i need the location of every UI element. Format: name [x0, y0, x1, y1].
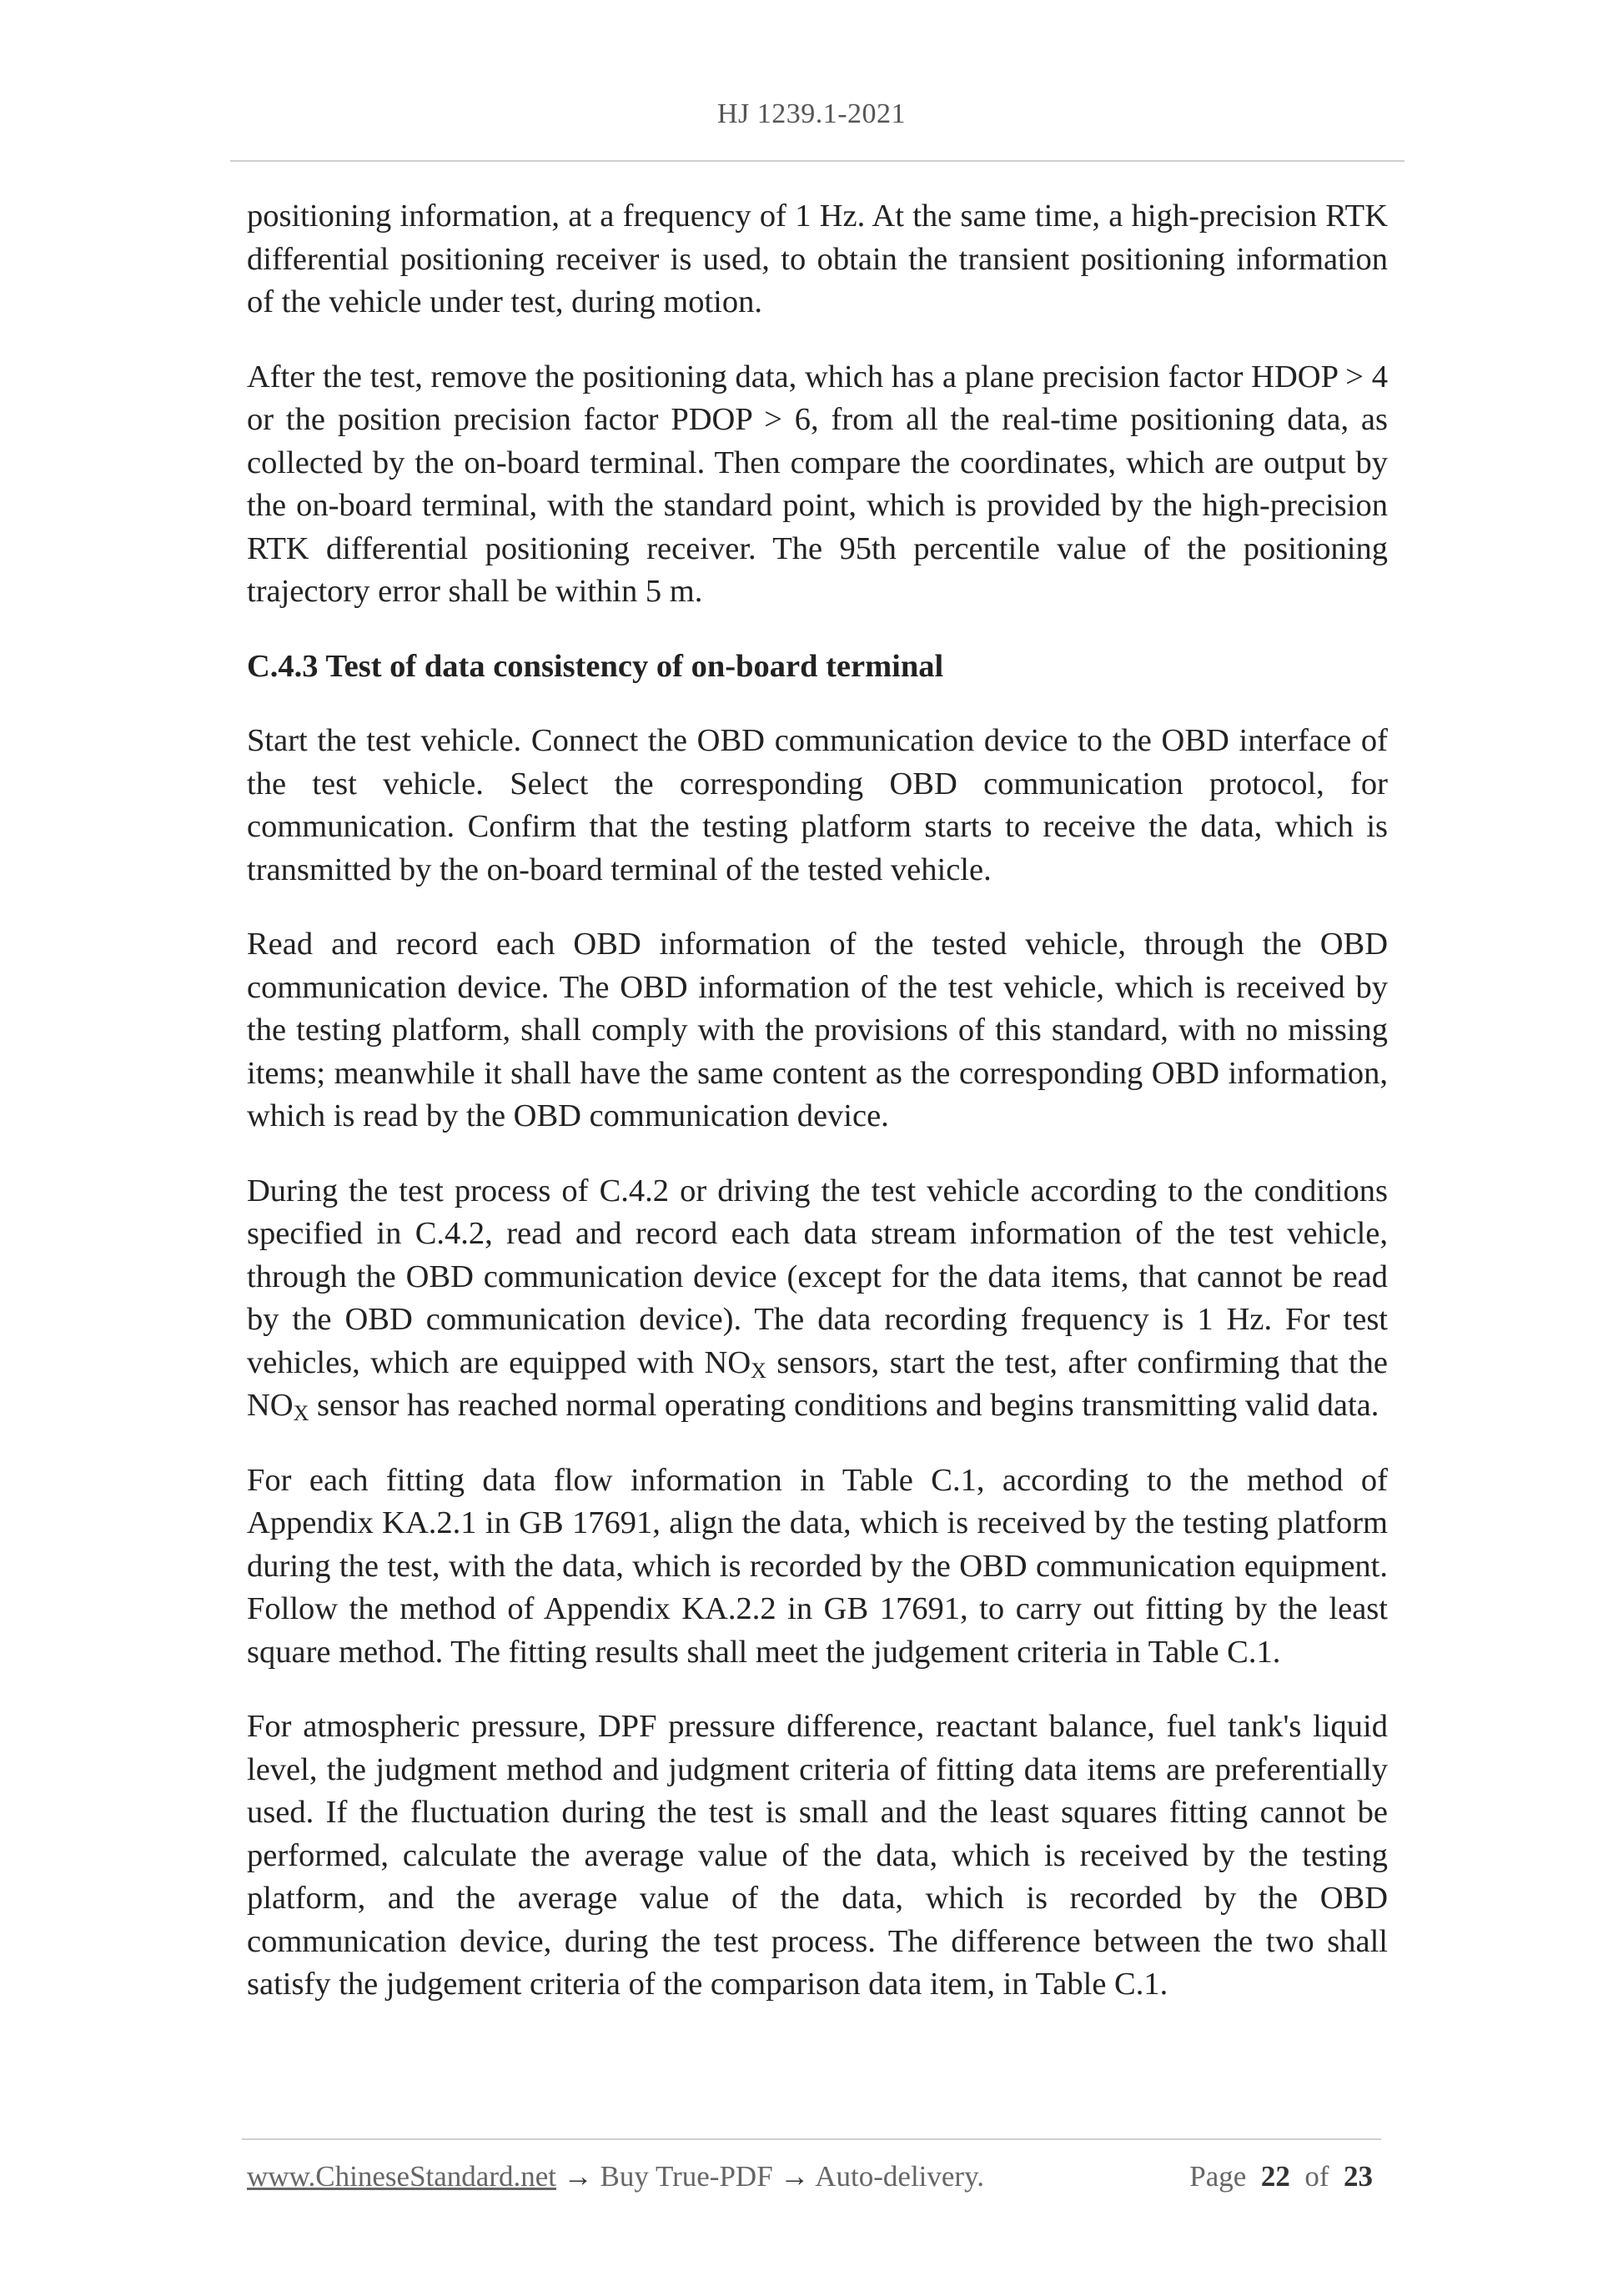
paragraph-comparison-data: For atmospheric pressure, DPF pressure difference, reactant balance, fuel tank's liquid level, the judgment method and judgment criteria of fitting data items are preferentially used. If the fluctuation during the test is small and the least squares fitting cannot be performed, calculate the average value of the data, which is received by the testing platform, and the average value of the data, which is recorded by the OBD communication device, during the test process. The difference between the two shall satisfy the judgement criteria of the comparison data item, in Table C.1. — [247, 1709, 1388, 2002]
nox-subscript: X — [751, 1358, 766, 1383]
paragraph-data-stream-part-c: sensor has reached normal operating conditions and begins transmitting valid data. — [309, 1388, 1379, 1423]
arrow-right-icon: → — [780, 2160, 810, 2193]
paragraph-data-stream-part-a: During the test process of C.4.2 or driving the test vehicle according to the conditions specified in C.4.2, read and record each data stream information of the test vehicle, through the OBD communication device (except for the data items, that cannot be read by the OBD communication device). The data recording frequency is 1 Hz. For test vehicles, which are equipped with NO — [247, 1173, 1388, 1380]
page-content — [247, 195, 1388, 2038]
paragraph-positioning-error: After the test, remove the positioning data, which has a plane precision factor HDOP > 4 or the position precision factor PDOP > 6, from all the real-time positioning data, as collected by the on-board terminal. Then compare the coordinates, which are output by the on-board terminal, with the standard point, which is provided by the high-precision RTK differential positioning receiver. The 95th percentile value of the positioning trajectory error shall be within 5 m. — [247, 359, 1388, 609]
nox-subscript: X — [293, 1401, 309, 1425]
page-total: 23 — [1344, 2160, 1373, 2193]
paragraph-positioning-info: positioning information, at a frequency of 1 Hz. At the same time, a high-precision RTK differential positioning receiver is used, to obtain the transient positioning information of the vehicle under test, during motion. — [247, 198, 1388, 319]
arrow-right-icon: → — [563, 2160, 593, 2193]
page-number — [1189, 2160, 1373, 2193]
paragraph-data-stream-part-b: sensors, start the test, after confirming that the NO — [247, 1344, 1388, 1423]
paragraph-obd-information: Read and record each OBD information of the tested vehicle, through the OBD communication device. The OBD information of the test vehicle, which is received by the testing platform, shall comply with the provisions of this standard, with no missing items; meanwhile it shall have the same content as the corresponding OBD information, which is read by the OBD communication device. — [247, 927, 1388, 1133]
section-heading: C.4.3 Test of data consistency of on-board terminal — [247, 648, 944, 684]
page-label: Page — [1189, 2160, 1247, 2193]
auto-delivery-text: Auto-delivery. — [815, 2160, 985, 2193]
document-header: HJ 1239.1-2021 — [716, 98, 907, 129]
site-link[interactable]: www.ChineseStandard.net — [247, 2160, 556, 2193]
footer-divider — [242, 2138, 1381, 2140]
header-divider — [230, 160, 1404, 162]
of-label: of — [1304, 2160, 1329, 2193]
page-footer — [247, 2160, 1383, 2202]
paragraph-data-stream — [247, 1170, 1388, 1428]
paragraph-start-test: Start the test vehicle. Connect the OBD communication device to the OBD interface of the test vehicle. Select the corresponding OBD communication protocol, for communication. Confirm that the testing platform starts to receive the data, which is transmitted by the on-board terminal of the tested vehicle. — [247, 723, 1388, 887]
paragraph-fitting-data: For each fitting data flow information in Table C.1, according to the method of Appendix KA.2.1 in GB 17691, align the data, which is received by the testing platform during the test, with the data, which is recorded by the OBD communication equipment. Follow the method of Appendix KA.2.2 in GB 17691, to carry out fitting by the least square method. The fitting results shall meet the judgement criteria in Table C.1. — [247, 1462, 1388, 1670]
footer-links — [247, 2160, 984, 2193]
page-current: 22 — [1260, 2160, 1290, 2193]
buy-true-pdf-text: Buy True-PDF — [600, 2160, 773, 2193]
